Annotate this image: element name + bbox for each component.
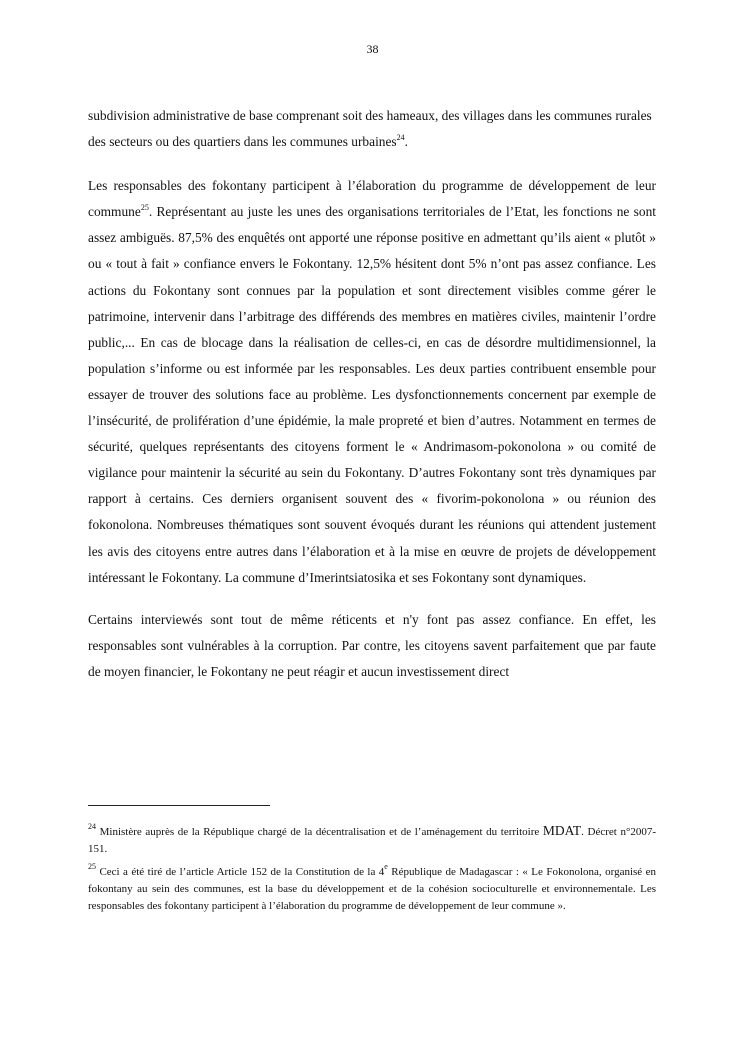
footnote-25-text-end: République de Madagascar : « Le Fokonolona, organisé en fokontany au sein des communes, est la base du développement et de la cohésion socioculturelle et environnementale. Les responsables des fokontany participent à l’élaboration du programme de développement de leur commune ». bbox=[88, 866, 656, 912]
footnote-separator bbox=[88, 805, 270, 806]
paragraph-2-text-b: . Représentant au juste les unes des organisations territoriales de l’Etat, les fonctions ne sont assez ambiguës. 87,5% des enquêtés ont apporté une réponse positive en admettant qu’ils aient « plutôt » ou « tout à fait » confiance envers le Fokontany. 12,5% hésitent dont 5% n’ont pas assez confiance. Les actions du Fokontany sont connues par la population et sont directement visibles comme gérer le patrimoine, intervenir dans l’arbitrage des différends des membres en matières civiles, maintenir l’ordre public,... En cas de blocage dans la réalisation de celles-ci, en cas de désordre multidimensionnel, la population s’informe ou est informée par les responsables. Les deux parties contribuent ensemble pour essayer de trouver des solutions face au problème. Les dysfonctionnements concernent par exemple de l’insécurité, de prolifération d’une épidémie, la male propreté et bien d’autres. Notamment en termes de sécurité, quelques représentants des citoyens forment le « Andrimasom-pokonolona » ou comité de vigilance pour maintenir la sécurité au sein du Fokontany. D’autres Fokontany sont très dynamiques par rapport à certains. Ces derniers organisent souvent des « fivorim-pokonolona » ou réunion des fokonolona. Nombreuses thématiques sont souvent évoqués durant les réunions qui attendent justement les avis des citoyens entre autres dans l’élaboration et à la mise en œuvre de projets de développement intéressant le Fokontany. La commune d’Imerintsiatosika et ses Fokontany sont dynamiques. bbox=[88, 204, 656, 585]
footnote-25 bbox=[88, 864, 656, 915]
footnote-number: 24 bbox=[88, 822, 96, 831]
footnotes bbox=[88, 822, 656, 915]
body-text bbox=[88, 103, 656, 685]
paragraph-1 bbox=[88, 103, 656, 155]
footnote-ref-24: 24 bbox=[396, 133, 405, 143]
footnote-25-text: Ceci a été tiré de l’article Article 152 de la Constitution de la 4 bbox=[96, 866, 385, 878]
footnote-25-superscript: e bbox=[384, 862, 388, 871]
footnote-24-acronym: MDAT bbox=[542, 823, 582, 838]
page-number: 38 bbox=[366, 42, 379, 56]
paragraph-2 bbox=[88, 173, 656, 591]
footnote-24-text-end: . Décret n°2007-151. bbox=[88, 826, 657, 855]
footnote-24 bbox=[88, 822, 656, 858]
paragraph-1-end: . bbox=[404, 134, 409, 150]
paragraph-3: Certains interviewés sont tout de même réticents et n'y font pas assez confiance. En effet, les responsables sont vulnérables à la corruption. Par contre, les citoyens savent parfaitement que par faute de moyen financier, le Fokontany ne peut réagir et aucun investissement direct bbox=[88, 611, 656, 679]
paragraph-2-text-a: Les responsables des fokontany participent à l’élaboration du programme de développement de leur commune bbox=[88, 178, 656, 220]
footnote-ref-25: 25 bbox=[140, 203, 149, 213]
footnote-24-text: Ministère auprès de la République chargé de la décentralisation et de l’aménagement du territoire bbox=[96, 826, 543, 838]
footnote-number: 25 bbox=[88, 862, 96, 871]
paragraph-1-text: subdivision administrative de base comprenant soit des hameaux, des villages dans les communes rurales des secteurs ou des quartiers dans les communes urbaines bbox=[88, 108, 652, 150]
